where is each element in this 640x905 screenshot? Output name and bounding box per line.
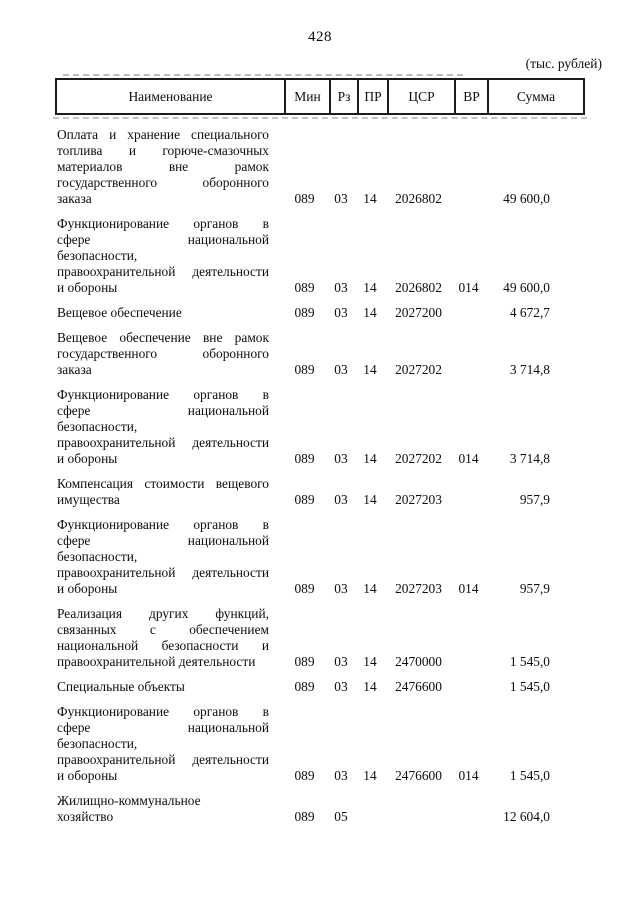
pr-cell: 14 — [363, 280, 377, 295]
budget-table — [55, 78, 585, 825]
rz-cell: 03 — [334, 492, 348, 507]
table-row — [55, 597, 585, 670]
sum-cell: 3 714,8 — [509, 362, 550, 377]
name-line: и обороны — [57, 768, 118, 783]
rz-cell: 03 — [334, 451, 348, 466]
csr-cell: 2476600 — [395, 679, 442, 694]
name-line: правоохранительной деятельности — [57, 565, 269, 580]
vr-cell: 014 — [458, 768, 479, 783]
name-line: имущества — [57, 492, 120, 507]
scan-artifact-line-top — [63, 74, 463, 76]
header-cell-csr: ЦСР — [387, 80, 454, 113]
sum-cell: 12 604,0 — [503, 809, 550, 824]
name-line: сфере национальной — [57, 232, 269, 247]
min-cell: 089 — [294, 581, 315, 596]
name-line: материалов вне рамок — [57, 159, 269, 174]
csr-cell: 2027203 — [395, 581, 442, 596]
name-line: правоохранительной деятельности — [57, 264, 269, 279]
vr-cell — [452, 670, 485, 695]
pr-cell: 14 — [363, 191, 377, 206]
name-cell — [55, 118, 282, 207]
name-line: Функционирование органов в — [57, 216, 269, 231]
table-row — [55, 784, 585, 825]
name-line: правоохранительной деятельности — [57, 435, 269, 450]
name-line: Вещевое обеспечение — [57, 305, 182, 320]
rz-cell: 03 — [334, 280, 348, 295]
rz-cell: 03 — [334, 362, 348, 377]
name-line: сфере национальной — [57, 720, 269, 735]
table-row — [55, 296, 585, 321]
min-cell: 089 — [294, 191, 315, 206]
table-row — [55, 118, 585, 207]
name-line: правоохранительной деятельности — [57, 752, 269, 767]
csr-cell: 2027203 — [395, 492, 442, 507]
name-line: и обороны — [57, 280, 118, 295]
min-cell: 089 — [294, 809, 315, 824]
rz-cell: 03 — [334, 768, 348, 783]
vr-cell — [452, 784, 485, 825]
name-cell — [55, 508, 282, 597]
sum-cell: 4 672,7 — [509, 305, 550, 320]
name-line: национальной безопасности и — [57, 638, 269, 653]
name-cell — [55, 296, 282, 321]
name-line: и обороны — [57, 451, 118, 466]
sum-cell: 3 714,8 — [509, 451, 550, 466]
scan-artifact-line-under-header — [53, 117, 587, 119]
units-note: (тыс. рублей) — [525, 56, 602, 71]
rz-cell: 05 — [334, 809, 348, 824]
name-line: Оплата и хранение специального — [57, 127, 269, 142]
name-cell — [55, 784, 282, 825]
pr-cell: 14 — [363, 679, 377, 694]
min-cell: 089 — [294, 362, 315, 377]
vr-cell — [452, 467, 485, 508]
pr-cell: 14 — [363, 581, 377, 596]
csr-cell: 2476600 — [395, 768, 442, 783]
name-line: Компенсация стоимости вещевого — [57, 476, 269, 491]
header-cell-rz: Рз — [329, 80, 357, 113]
pr-cell: 14 — [363, 362, 377, 377]
pr-cell: 14 — [363, 768, 377, 783]
table-header-row — [55, 78, 585, 115]
page-number: 428 — [308, 29, 332, 45]
table-row — [55, 670, 585, 695]
csr-cell: 2027202 — [395, 362, 442, 377]
vr-cell: 014 — [458, 581, 479, 596]
pr-cell: 14 — [363, 451, 377, 466]
name-line: Функционирование органов в — [57, 387, 269, 402]
table-row — [55, 378, 585, 467]
rz-cell: 03 — [334, 581, 348, 596]
csr-cell: 2026802 — [395, 280, 442, 295]
table-row — [55, 321, 585, 378]
csr-cell: 2027202 — [395, 451, 442, 466]
csr-cell: 2027200 — [395, 305, 442, 320]
pr-cell — [355, 784, 385, 825]
rz-cell: 03 — [334, 679, 348, 694]
sum-cell: 1 545,0 — [509, 679, 550, 694]
name-cell — [55, 207, 282, 296]
pr-cell: 14 — [363, 492, 377, 507]
name-line: Реализация других функций, — [57, 606, 269, 621]
header-cell-sum: Сумма — [487, 80, 583, 113]
name-line: Вещевое обеспечение вне рамок — [57, 330, 269, 345]
sum-cell: 49 600,0 — [503, 280, 550, 295]
header-cell-name: Наименование — [128, 88, 213, 104]
name-line: заказа — [57, 191, 92, 206]
table-row — [55, 508, 585, 597]
csr-cell — [385, 784, 452, 825]
name-line: сфере национальной — [57, 403, 269, 418]
name-cell — [55, 597, 282, 670]
name-line: государственного оборонного — [57, 175, 269, 190]
table-body — [55, 118, 585, 825]
name-cell — [55, 378, 282, 467]
name-line: сфере национальной — [57, 533, 269, 548]
name-line: и обороны — [57, 581, 118, 596]
pr-cell: 14 — [363, 305, 377, 320]
name-line: топлива и горюче-смазочных — [57, 143, 269, 158]
min-cell: 089 — [294, 768, 315, 783]
header-cell-min: Мин — [284, 80, 329, 113]
name-line: безопасности, — [57, 248, 138, 263]
rz-cell: 03 — [334, 305, 348, 320]
vr-cell: 014 — [458, 451, 479, 466]
min-cell: 089 — [294, 305, 315, 320]
name-cell — [55, 695, 282, 784]
name-line: безопасности, — [57, 736, 138, 751]
rz-cell: 03 — [334, 191, 348, 206]
vr-cell — [452, 321, 485, 378]
name-line: хозяйство — [57, 809, 114, 824]
csr-cell: 2026802 — [395, 191, 442, 206]
name-line: Жилищно-коммунальное — [57, 793, 201, 808]
name-line: Специальные объекты — [57, 679, 185, 694]
name-line: безопасности, — [57, 549, 138, 564]
name-line: заказа — [57, 362, 92, 377]
min-cell: 089 — [294, 451, 315, 466]
vr-cell — [452, 597, 485, 670]
sum-cell: 1 545,0 — [509, 654, 550, 669]
rz-cell: 03 — [334, 654, 348, 669]
name-cell — [55, 321, 282, 378]
min-cell: 089 — [294, 679, 315, 694]
sum-cell: 1 545,0 — [509, 768, 550, 783]
min-cell: 089 — [294, 492, 315, 507]
name-line: правоохранительной деятельности — [57, 654, 256, 669]
table-row — [55, 207, 585, 296]
min-cell: 089 — [294, 654, 315, 669]
name-line: Функционирование органов в — [57, 517, 269, 532]
sum-cell: 49 600,0 — [503, 191, 550, 206]
table-row — [55, 467, 585, 508]
pr-cell: 14 — [363, 654, 377, 669]
vr-cell — [452, 118, 485, 207]
name-cell — [55, 670, 282, 695]
header-cell-vr: ВР — [454, 80, 487, 113]
sum-cell: 957,9 — [519, 492, 550, 507]
name-line: связанных с обеспечением — [57, 622, 269, 637]
header-cell-pr: ПР — [357, 80, 387, 113]
min-cell: 089 — [294, 280, 315, 295]
name-cell — [55, 467, 282, 508]
name-line: государственного оборонного — [57, 346, 269, 361]
name-line: Функционирование органов в — [57, 704, 269, 719]
table-row — [55, 695, 585, 784]
name-line: безопасности, — [57, 419, 138, 434]
vr-cell: 014 — [458, 280, 479, 295]
sum-cell: 957,9 — [519, 581, 550, 596]
csr-cell: 2470000 — [395, 654, 442, 669]
vr-cell — [452, 296, 485, 321]
